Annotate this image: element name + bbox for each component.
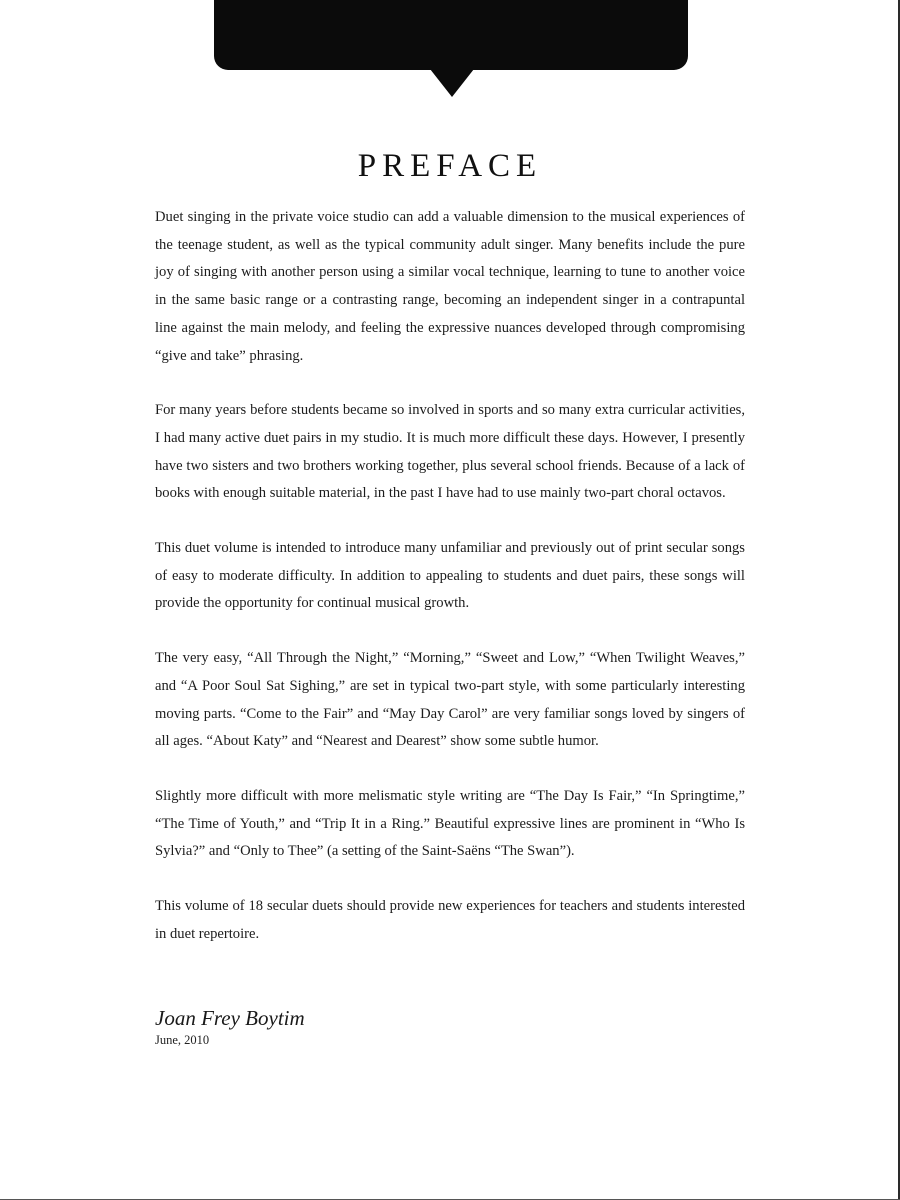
signature-date: June, 2010 — [155, 1033, 210, 1047]
paragraph-1: Duet singing in the private voice studio can add a valuable dimension to the musical experiences of the teenage student, as well as the typical community adult singer. Many benefits include the pure joy of singing with another person using a similar vocal technique, learning to tune to another voice in the same basic range or a contrasting range, becoming an independent singer in a contrapuntal line against the main melody, and feeling the expressive nuances developed through compromising “give and take” phrasing. — [155, 209, 745, 364]
header-banner — [214, 0, 688, 70]
paragraph-3: This duet volume is intended to introduce many unfamiliar and previously out of print secular songs of easy to moderate difficulty. In addition to appealing to students and duet pairs, these songs will provide the opportunity for continual musical growth. — [155, 540, 745, 612]
paragraph-5: Slightly more difficult with more melismatic style writing are “The Day Is Fair,” “In Springtime,” “The Time of Youth,” and “Trip It in a Ring.” Beautiful expressive lines are prominent in “Who Is Sylvia?” and “Only to Thee” (a setting of the Saint-Saëns “The Swan”). — [155, 787, 745, 860]
paragraph-2: For many years before students became so involved in sports and so many extra curricular activities, I had many active duet pairs in my studio. It is much more difficult these days. However, I presently have two sisters and two brothers working together, plus several school friends. Because of a lack of books with enough suitable material, in the past I have had to use mainly two-part choral octavos. — [155, 402, 745, 502]
preface-body — [155, 204, 745, 975]
banner-pointer-icon — [430, 69, 474, 97]
paragraph-4: The very easy, “All Through the Night,” “Morning,” “Sweet and Low,” “When Twilight Weaves,” and “A Poor Soul Sat Sighing,” are set in typical two-part style, with some particularly interesting moving parts. “Come to the Fair” and “May Day Carol” are very familiar songs loved by singers of all ages. “About Katy” and “Nearest and Dearest” show some subtle humor. — [155, 650, 745, 750]
author-signature: Joan Frey Boytim — [155, 1006, 305, 1030]
page-title: PREFACE — [357, 148, 543, 185]
paragraph-6: This volume of 18 secular duets should provide new experiences for teachers and students interested in duet repertoire. — [155, 898, 745, 942]
